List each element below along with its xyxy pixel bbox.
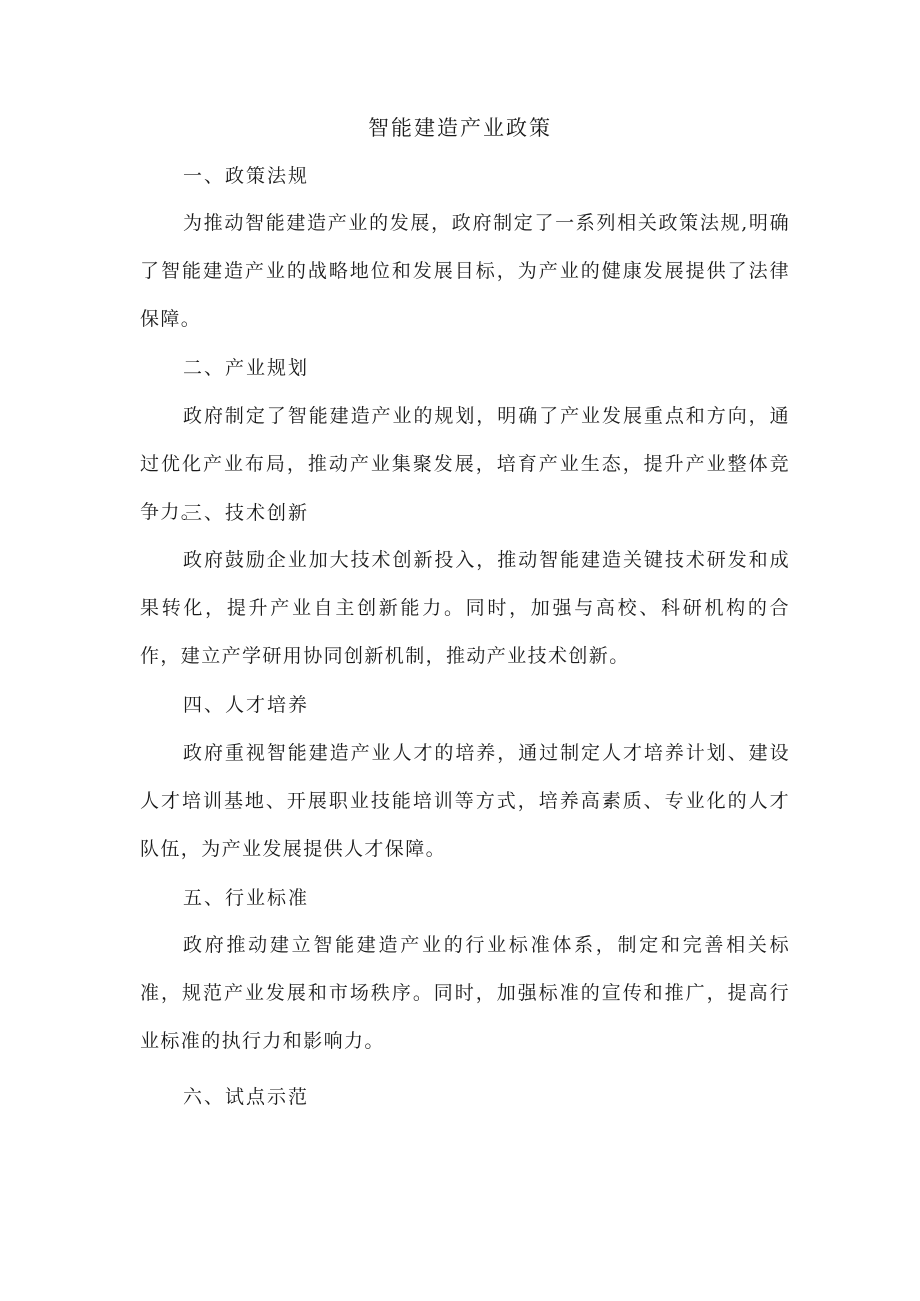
section-body-tech-innovation: 政府鼓励企业加大技术创新投入，推动智能建造关键技术研发和成果转化，提升产业自主创新能力。同时，加强与高校、科研机构的合作，建立产学研用协同创新机制，推动产业技术创新。 xyxy=(140,549,790,667)
section-body-industry-standards: 政府推动建立智能建造产业的行业标准体系，制定和完善相关标准，规范产业发展和市场秩序。同时，加强标准的宣传和推广，提高行业标准的执行力和影响力。 xyxy=(140,934,790,1052)
section-heading-industry-planning: 二、产业规划 xyxy=(183,357,310,379)
section-heading-pilot-demonstration: 六、试点示范 xyxy=(183,1086,310,1108)
section-heading-talent-training: 四、人才培养 xyxy=(183,694,310,716)
section-body-industry-planning: 政府制定了智能建造产业的规划，明确了产业发展重点和方向，通过优化产业布局，推动产业集聚发展，培育产业生态，提升产业整体竞争力。 xyxy=(140,405,790,523)
section-heading-policy-regulations: 一、政策法规 xyxy=(183,165,310,187)
section-heading-tech-innovation: 三、技术创新 xyxy=(183,502,310,524)
section-body-talent-training: 政府重视智能建造产业人才的培养，通过制定人才培养计划、建设人才培训基地、开展职业技能培训等方式，培养高素质、专业化的人才队伍，为产业发展提供人才保障。 xyxy=(140,742,790,860)
section-body-policy-regulations: 为推动智能建造产业的发展，政府制定了一系列相关政策法规,明确了智能建造产业的战略地位和发展目标，为产业的健康发展提供了法律保障。 xyxy=(140,212,790,330)
page-title: 智能建造产业政策 xyxy=(368,116,552,140)
section-heading-industry-standards: 五、行业标准 xyxy=(183,887,310,909)
